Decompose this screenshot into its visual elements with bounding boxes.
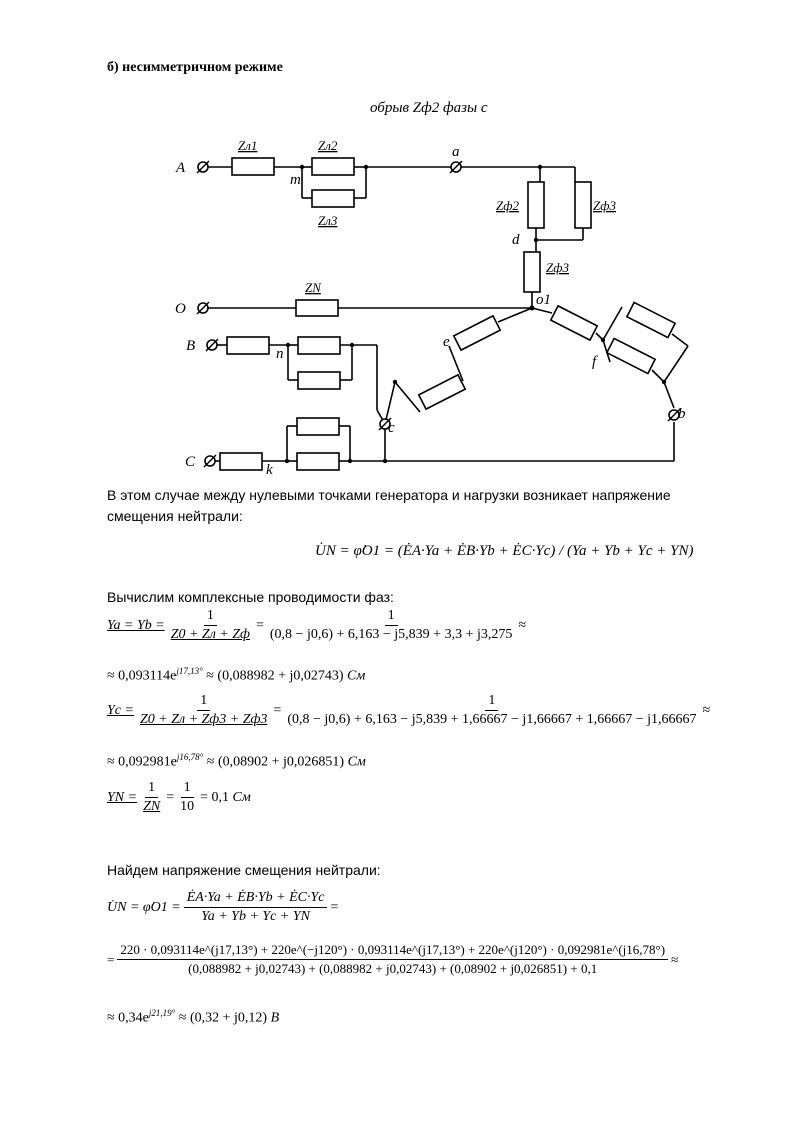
yc-fraction-2 bbox=[284, 693, 699, 728]
impedance-zl3-label: Zл3 bbox=[318, 213, 338, 228]
ya-result-exponent: j17,13° bbox=[176, 666, 203, 676]
formula-un-repeat bbox=[107, 890, 338, 925]
yc-fraction-1 bbox=[137, 693, 270, 728]
circuit-caption: обрыв Zф2 фазы с bbox=[370, 100, 488, 116]
section-heading: б) несимметричном режиме bbox=[107, 60, 283, 75]
yc-approx: ≈ bbox=[702, 702, 711, 718]
impedance-zl2-label: Zл2 bbox=[318, 138, 338, 153]
yc-num-1: 1 bbox=[197, 693, 210, 711]
ya-result-magnitude: ≈ 0,093114e bbox=[107, 668, 177, 684]
un-result-unit: В bbox=[270, 1010, 280, 1026]
node-e-label: e bbox=[443, 334, 450, 350]
un-repeat-fraction bbox=[184, 890, 328, 925]
paragraph-1-line-2: смещения нейтрали: bbox=[107, 508, 243, 524]
ya-num-1: 1 bbox=[204, 608, 217, 626]
yn-den-2: 10 bbox=[180, 799, 195, 814]
un-numeric-fraction bbox=[117, 942, 668, 977]
node-o1-label: o1 bbox=[536, 292, 551, 308]
yc-result-magnitude: ≈ 0,092981e bbox=[107, 754, 177, 770]
yn-num-1: 1 bbox=[145, 780, 158, 798]
ya-den-1: Z0 + Zл + Zф bbox=[170, 627, 250, 642]
impedance-zf3a-label: Zф3 bbox=[593, 198, 616, 213]
ya-fraction-1 bbox=[168, 608, 253, 643]
paragraph-1-line-1: В этом случае между нулевыми точками генератора и нагрузки возникает напряжение bbox=[107, 487, 671, 503]
yn-fraction-2 bbox=[177, 780, 197, 815]
yc-result-exponent: j16,78° bbox=[176, 752, 204, 762]
un-repeat-eq: = bbox=[330, 899, 339, 915]
terminal-a-label: A bbox=[176, 160, 186, 176]
formula-ya-result bbox=[107, 666, 365, 685]
un-result-magnitude: ≈ 0,34e bbox=[107, 1010, 149, 1026]
node-n-label: n bbox=[276, 346, 284, 362]
un-repeat-lhs: U̇N = φ̇O1 = bbox=[107, 899, 181, 915]
un-numeric-den: (0,088982 + j0,02743) + (0,088982 + j0,02743) + (0,08902 + j0,026851) + 0,1 bbox=[188, 961, 598, 976]
impedance-zf2-label: Zф2 bbox=[496, 198, 519, 213]
paragraph-3: Найдем напряжение смещения нейтрали: bbox=[107, 862, 381, 878]
formula-yc bbox=[107, 693, 710, 728]
un-result-rect: ≈ (0,32 + j0,12) bbox=[178, 1010, 268, 1026]
yc-den-1: Z0 + Zл + Zф3 + Zф3 bbox=[139, 712, 268, 727]
node-b-label: b bbox=[678, 406, 686, 422]
node-m-label: m bbox=[290, 172, 301, 188]
terminal-c-label: C bbox=[185, 454, 196, 470]
ya-result-rect: ≈ (0,088982 + j0,02743) bbox=[206, 668, 344, 684]
ya-eq: = bbox=[255, 617, 264, 633]
ya-lhs: Ya = Yb = bbox=[107, 617, 165, 633]
yn-num-2: 1 bbox=[181, 780, 194, 798]
un-numeric-approx: ≈ bbox=[671, 951, 679, 967]
node-k-label: k bbox=[266, 462, 273, 478]
terminal-b-label: B bbox=[186, 338, 196, 354]
yc-result-unit: См bbox=[347, 754, 366, 770]
formula-un-definition: U̇N = φ̇O1 = (ĖA·Ya + ĖB·Yb + ĖC·Yc) / (Ya + Yb + Yc + YN) bbox=[315, 543, 694, 559]
ya-approx: ≈ bbox=[518, 617, 527, 633]
ya-den-2: (0,8 − j0,6) + 6,163 − j5,839 + 3,3 + j3,275 bbox=[269, 627, 513, 642]
yn-lhs: YN = bbox=[107, 789, 138, 805]
node-c-label: c bbox=[388, 420, 395, 436]
impedance-zn-label: ZN bbox=[305, 280, 321, 295]
ya-result-unit: См bbox=[347, 668, 366, 684]
formula-un-numeric bbox=[107, 942, 678, 977]
formula-ya bbox=[107, 608, 526, 643]
yn-result-unit: См bbox=[232, 789, 251, 805]
paragraph-2: Вычислим комплексные проводимости фаз: bbox=[107, 589, 394, 605]
un-numeric-num: 220 · 0,093114e^(j17,13°) + 220e^(−j120°) · 0,093114e^(j17,13°) + 220e^(j120°) · 0,092981e^(j16,78°) bbox=[117, 942, 668, 960]
un-result-exponent: j21,19° bbox=[148, 1008, 176, 1018]
formula-un-result bbox=[107, 1008, 279, 1027]
yc-eq: = bbox=[273, 702, 282, 718]
node-f-label: f bbox=[592, 354, 597, 370]
yc-den-2: (0,8 − j0,6) + 6,163 − j5,839 + 1,66667 − j1,66667 + 1,66667 − j1,66667 bbox=[287, 712, 697, 727]
node-d-label: d bbox=[512, 232, 520, 248]
node-a-label: a bbox=[452, 144, 460, 160]
yn-result: = 0,1 bbox=[200, 789, 230, 805]
terminal-o-label: O bbox=[175, 301, 186, 317]
formula-yn bbox=[107, 780, 251, 815]
circuit-diagram bbox=[0, 0, 800, 480]
yn-eq: = bbox=[166, 789, 175, 805]
un-repeat-num: ĖA·Ya + ĖB·Yb + ĖC·Yc bbox=[184, 890, 328, 908]
un-repeat-den: Ya + Yb + Yc + YN bbox=[201, 909, 310, 924]
yc-lhs: Yc = bbox=[107, 702, 134, 718]
ya-fraction-2 bbox=[267, 608, 515, 643]
yc-num-2: 1 bbox=[485, 693, 498, 711]
yc-result-rect: ≈ (0,08902 + j0,026851) bbox=[206, 754, 345, 770]
impedance-zl1-label: Zл1 bbox=[238, 138, 258, 153]
yn-fraction-1 bbox=[140, 780, 163, 815]
ya-num-2: 1 bbox=[385, 608, 398, 626]
yn-den-1: ZN bbox=[143, 799, 161, 814]
un-numeric-eq: = bbox=[107, 951, 115, 967]
formula-yc-result bbox=[107, 752, 366, 771]
impedance-zf3b-label: Zф3 bbox=[546, 260, 569, 275]
